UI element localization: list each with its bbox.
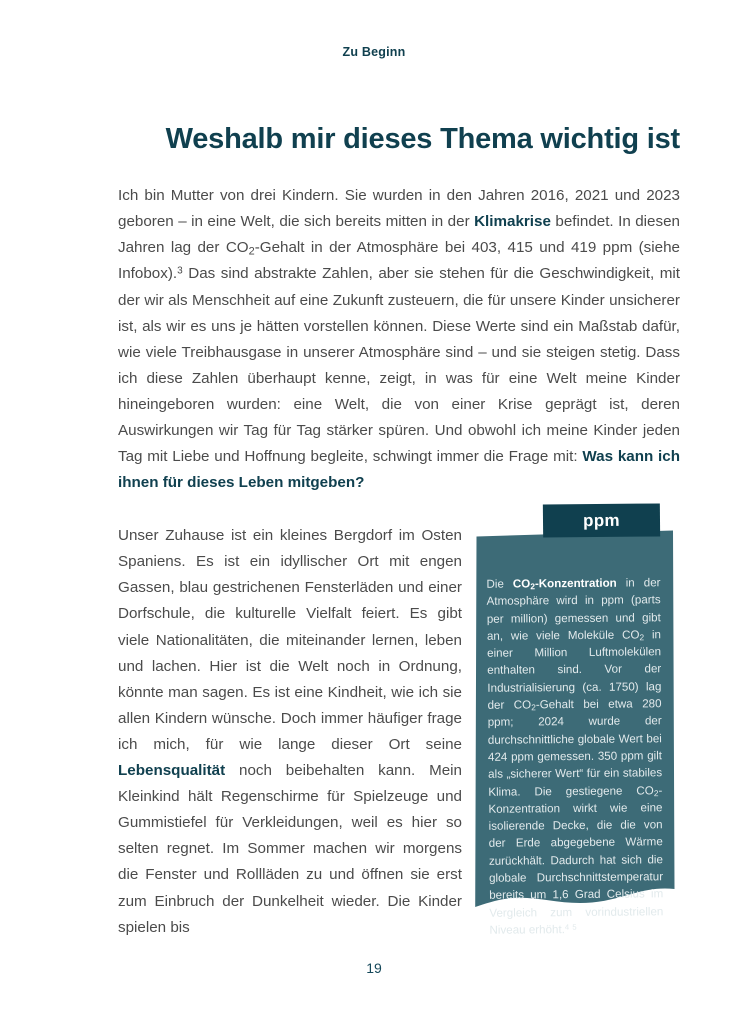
page-title: Weshalb mir dieses Thema wichtig ist <box>165 123 680 156</box>
infobox-text <box>486 574 663 939</box>
intro-paragraph <box>118 183 680 496</box>
infobox-body <box>474 530 675 937</box>
infobox-part2: in der Atmosphäre wird in ppm (parts per million) gemessen und gibt an, wie viele Moleküle CO <box>486 576 661 643</box>
infobox-footnote-marker-5: 5 <box>572 922 577 932</box>
infobox-bold-konzentration: -Konzentration <box>534 576 617 591</box>
intro-text-part2: befindet. In diesen Jahren lag der CO <box>118 213 680 257</box>
intro-text-part4: Das sind abstrakte Zahlen, aber sie stehen für die Geschwindigkeit, mit der wir als Menschheit auf eine Zukunft zusteuern, die für unsere Kinder unsicherer ist, als wir es uns je hätten vorstellen können. Diese Werte sind ein Maßstab dafür, wie viele Treibhausgase in unserer Atmosphäre sind – und sie steigen stetig. Dass ich diese Zahlen überhaupt kenne, zeigt, in was für eine Welt meine Kinder hineingeboren wurden: eine Welt, die von einer Krise geprägt ist, deren Auswirkungen wir Tag für Tag stärker spüren. Und obwohl ich meine Kinder jeden Tag mit Liebe und Hoffnung begleite, schwingt immer die Frage mit: <box>118 265 680 466</box>
left-column-highlight-lebensqualitaet: Lebensqualität <box>118 762 226 780</box>
footnote-marker-3: 3 <box>177 265 183 277</box>
intro-highlight-klimakrise: Klimakrise <box>474 213 551 231</box>
left-column-paragraph <box>118 523 462 941</box>
infobox-part3: in einer Million Luftmolekülen enthalten sind. Vor der Industrialisierung (ca. 1750) lag der CO <box>487 628 662 712</box>
left-column-part2: noch beibehalten kann. Mein Kleinkind hält Regenschirme für Spielzeuge und Gummistiefel für Verkleidungen, weil es hier so selten regnet. Im Sommer machen wir morgens die Fenster und Rollläden zu und öffnen sie erst zum Einbruch der Dunkelheit wieder. Die Kinder spielen bis <box>118 762 462 936</box>
infobox-co2-subscript: 2 <box>530 581 535 592</box>
infobox-co2-subscript-2: 2 <box>639 632 645 643</box>
intro-text-part3: -Gehalt in der Atmosphäre bei 403, 415 und 419 ppm (siehe Infobox). <box>118 239 680 283</box>
intro-text-part1: Ich bin Mutter von drei Kindern. Sie wurden in den Jahren 2016, 2021 und 2023 geboren – in eine Welt, die sich bereits mitten in der <box>118 187 680 231</box>
infobox <box>471 504 679 937</box>
infobox-part5: -Konzentration wirkt wie eine isolierende Decke, die die von der Erde abgegebene Wärme zurückhält. Dadurch hat sich die globale Durchschnittstemperatur bereits um 1,6 Grad Celsius im Vergleich zum vorindustriellen Niveau erhöht. <box>488 783 664 937</box>
intro-highlight-question: Was kann ich ihnen für dieses Leben mitgeben? <box>118 448 681 492</box>
running-head: Zu Beginn <box>342 45 406 59</box>
infobox-co2-subscript-3: 2 <box>531 702 536 713</box>
left-column-part1: Unser Zuhause ist ein kleines Bergdorf im Osten Spaniens. Es ist ein idyllischer Ort mit engen Gassen, blau gestrichenen Fensterläden und einer Dorfschule, die kulturelle Vielfalt feiert. Es gibt viele Nationalitäten, die miteinander lernen, leben und lachen. Hier ist die Welt noch in Ordnung, könnte man sagen. Es ist eine Kindheit, wie ich sie allen Kindern wünsche. Doch immer häufiger frage ich mich, für wie lange dieser Ort seine <box>118 527 462 753</box>
infobox-tab-label: ppm <box>582 510 620 530</box>
infobox-co2-subscript-4: 2 <box>653 787 659 798</box>
page-number: 19 <box>366 960 382 976</box>
infobox-part4: -Gehalt bei etwa 280 ppm; 2024 wurde der durchschnittliche globale Wert bei 424 ppm gemessen. 350 ppm gilt als „sicherer Wert“ für ein stabiles Klima. Die gestiegene CO <box>487 697 663 799</box>
infobox-footnote-marker-4: 4 <box>564 922 570 932</box>
co2-subscript: 2 <box>248 245 255 258</box>
infobox-part1: Die <box>486 577 513 591</box>
infobox-tab <box>543 503 660 537</box>
infobox-bold-co2: CO <box>512 577 531 591</box>
